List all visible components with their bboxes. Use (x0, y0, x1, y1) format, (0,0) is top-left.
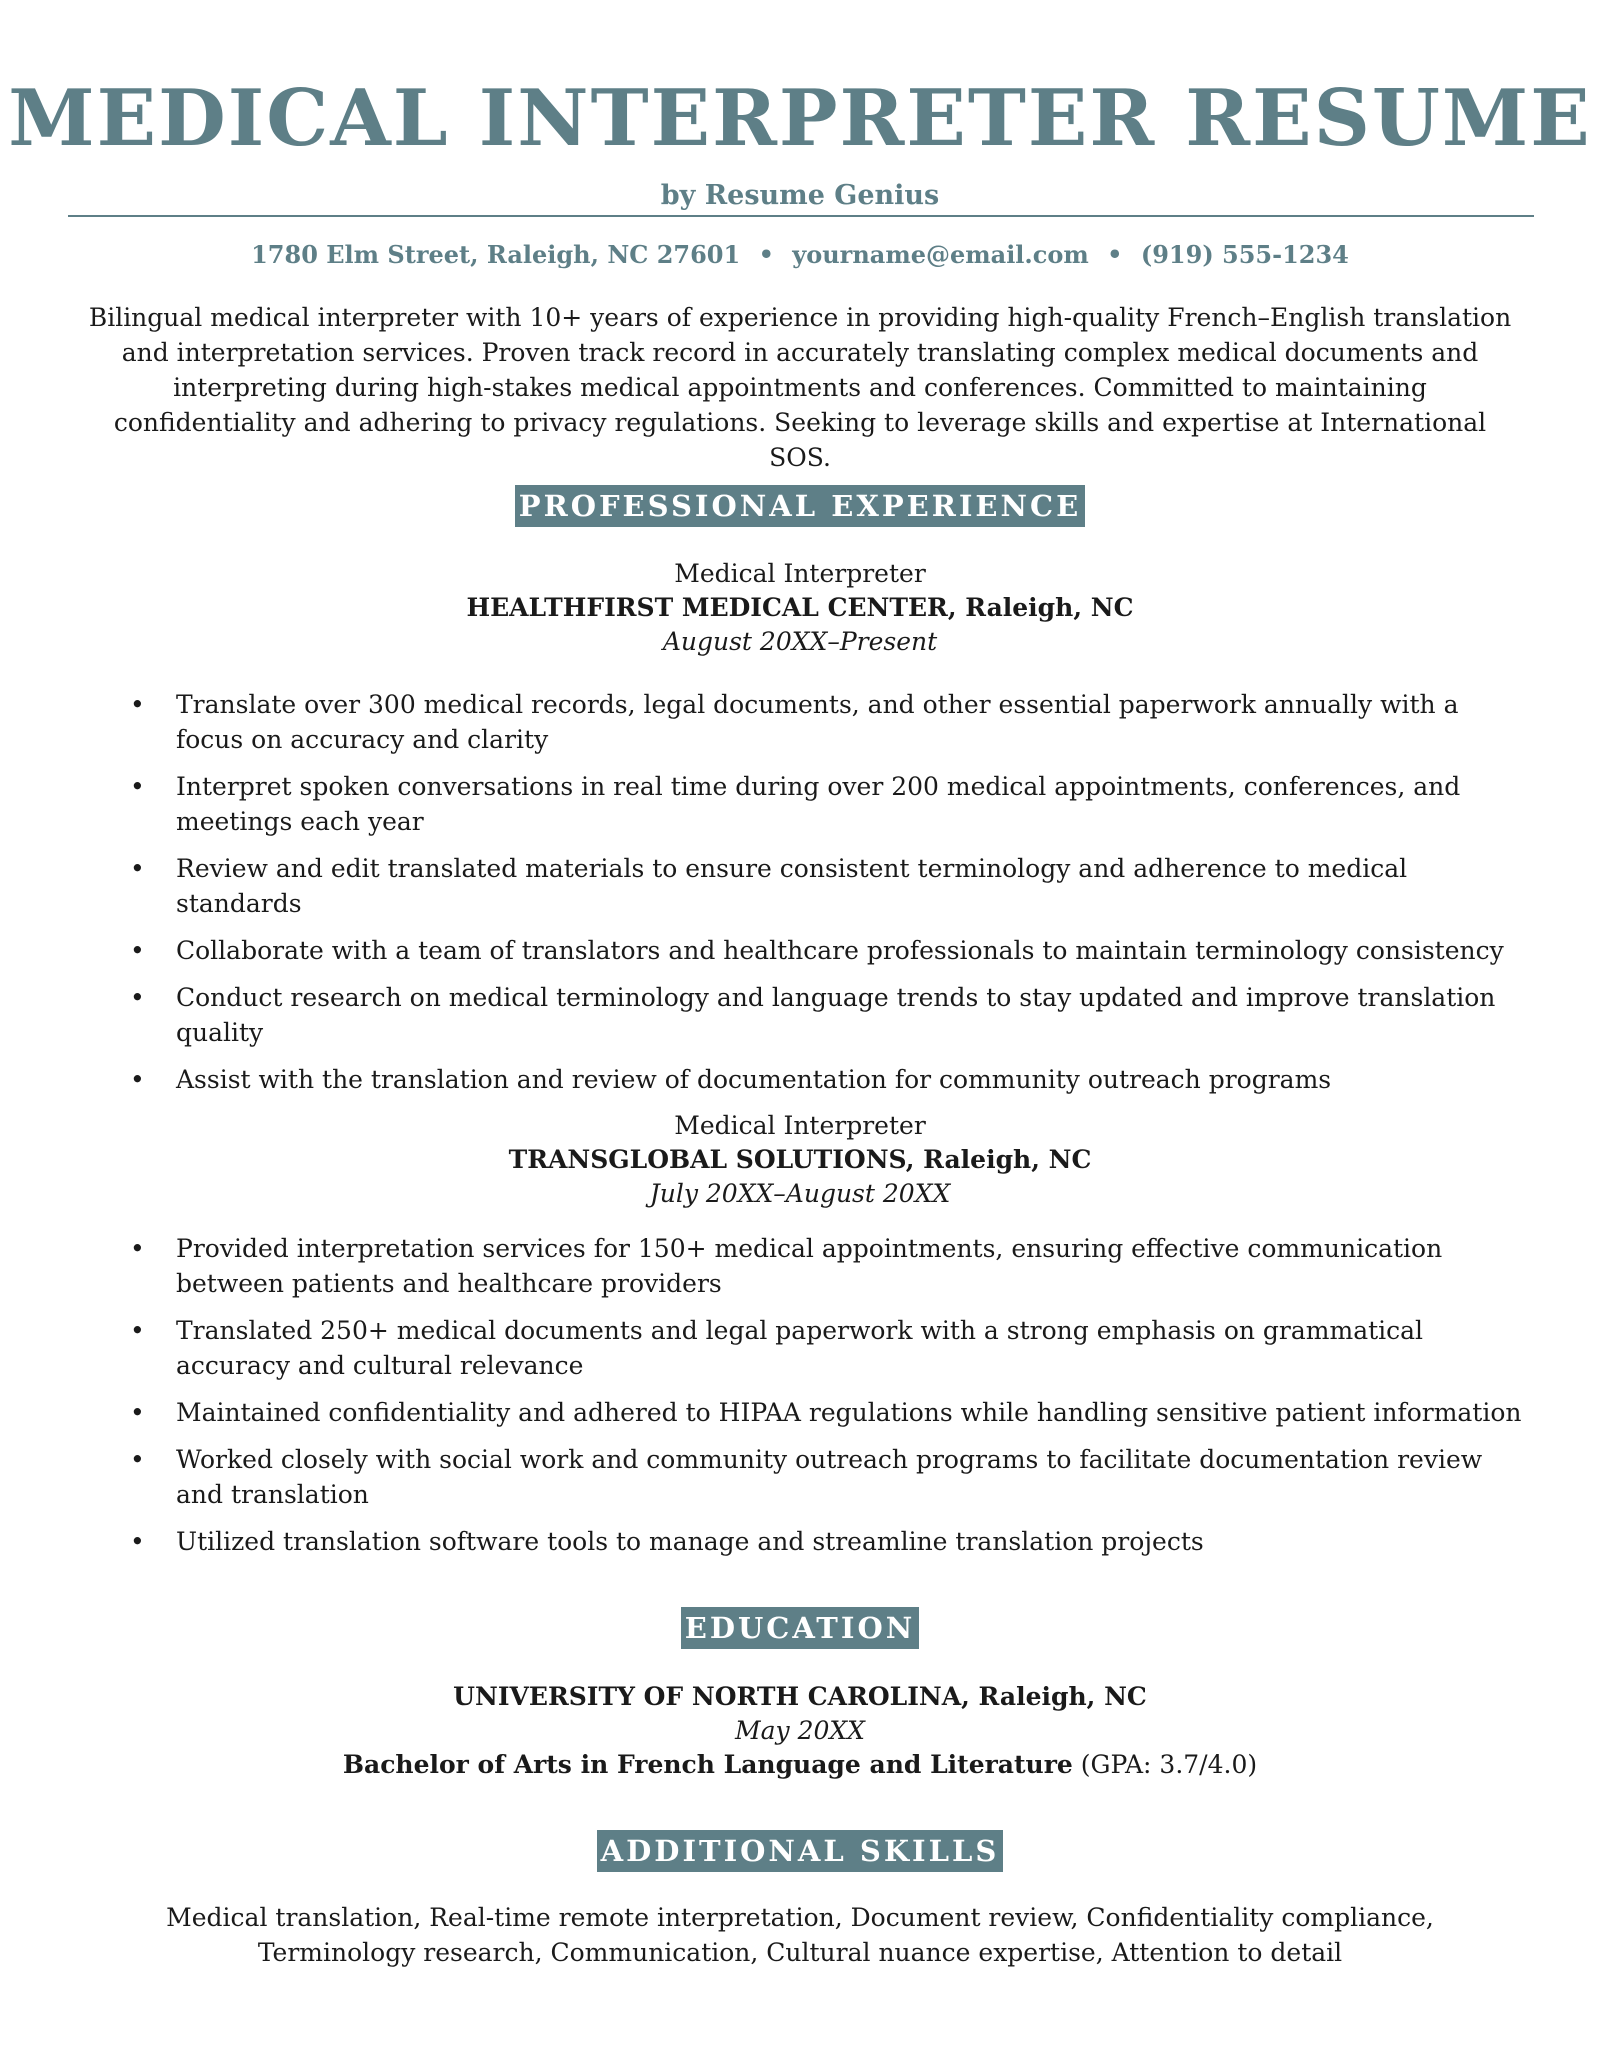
bullet-icon: • (130, 1445, 145, 1474)
section-heading-skills (0, 1830, 1600, 1872)
bullet-item (130, 933, 1530, 968)
contact-phone: (919) 555-1234 (1140, 240, 1349, 269)
bullet-text: Maintained confidentiality and adhered to HIPAA regulations while handling sensitive patient information (176, 1398, 1522, 1427)
bullet-text: Utilized translation software tools to manage and streamline translation projects (176, 1527, 1204, 1556)
education-degree: Bachelor of Arts in French Language and Literature (342, 1750, 1073, 1779)
bullet-text: Conduct research on medical terminology and language trends to stay updated and improve translation quality (176, 983, 1496, 1047)
bullet-item (130, 851, 1530, 921)
section-heading-education (0, 1607, 1600, 1649)
skills-line: Terminology research, Communication, Cultural nuance expertise, Attention to detail (257, 1938, 1343, 1967)
section-heading-label: PROFESSIONAL EXPERIENCE (515, 485, 1085, 527)
section-heading-label: ADDITIONAL SKILLS (597, 1830, 1004, 1872)
summary-paragraph: Bilingual medical interpreter with 10+ years of experience in providing high-quality French–English translation and interpretation services. Proven track record in accurately translating complex medical documents and interpreting during high-stakes medical appointments and conferences. Committed to maintaining confidentiality and adhering to privacy regulations. Seeking to leverage skills and expertise at International SOS. (88, 303, 1512, 472)
job-title: Medical Interpreter (674, 559, 926, 588)
contact-separator: • (1107, 240, 1123, 269)
header-divider (68, 215, 1534, 217)
bullet-item (130, 1231, 1530, 1301)
bullet-icon: • (130, 1065, 145, 1094)
bullet-item (130, 1395, 1530, 1430)
bullet-icon: • (130, 854, 145, 883)
job-company: HEALTHFIRST MEDICAL CENTER, Raleigh, NC (466, 593, 1134, 622)
education-degree-line (0, 1748, 1600, 1782)
education-entry (0, 1680, 1600, 1782)
bullet-item (130, 687, 1530, 757)
job-header (0, 557, 1600, 659)
skills-list (100, 1900, 1500, 1970)
education-date: May 20XX (735, 1716, 865, 1745)
job-header (0, 1109, 1600, 1211)
bullet-item (130, 1524, 1530, 1559)
bullet-icon: • (130, 1316, 145, 1345)
contact-line (0, 240, 1600, 269)
bullet-text: Worked closely with social work and community outreach programs to facilitate documentation review and translation (176, 1445, 1483, 1509)
bullet-icon: • (130, 983, 145, 1012)
bullet-item (130, 769, 1530, 839)
bullet-text: Interpret spoken conversations in real time during over 200 medical appointments, conferences, and meetings each year (176, 772, 1461, 836)
bullet-text: Provided interpretation services for 150+ medical appointments, ensuring effective communication between patients and healthcare providers (176, 1234, 1443, 1298)
byline: by Resume Genius (660, 180, 940, 211)
section-heading-label: EDUCATION (681, 1607, 919, 1649)
bullet-item (130, 1062, 1530, 1097)
bullet-icon: • (130, 1398, 145, 1427)
contact-address: 1780 Elm Street, Raleigh, NC 27601 (251, 240, 741, 269)
bullet-icon: • (130, 772, 145, 801)
job-company: TRANSGLOBAL SOLUTIONS, Raleigh, NC (508, 1145, 1092, 1174)
job-dates: July 20XX–August 20XX (649, 1179, 951, 1208)
contact-separator: • (758, 240, 774, 269)
bullet-text: Review and edit translated materials to ensure consistent terminology and adherence to medical standards (176, 854, 1408, 918)
bullet-item (130, 1313, 1530, 1383)
job-bullet-list (130, 1231, 1530, 1571)
education-gpa: (GPA: 3.7/4.0) (1080, 1750, 1258, 1779)
bullet-text: Assist with the translation and review of documentation for community outreach programs (176, 1065, 1332, 1094)
bullet-icon: • (130, 690, 145, 719)
bullet-icon: • (130, 1527, 145, 1556)
bullet-icon: • (130, 1234, 145, 1263)
job-bullet-list (130, 687, 1530, 1109)
section-heading-experience (0, 485, 1600, 527)
bullet-item (130, 1442, 1530, 1512)
job-title: Medical Interpreter (674, 1111, 926, 1140)
contact-email: yourname@email.com (792, 240, 1089, 269)
bullet-text: Translated 250+ medical documents and legal paperwork with a strong emphasis on grammatical accuracy and cultural relevance (176, 1316, 1424, 1380)
bullet-icon: • (130, 936, 145, 965)
education-school: UNIVERSITY OF NORTH CAROLINA, Raleigh, NC (453, 1682, 1147, 1711)
job-dates: August 20XX–Present (662, 627, 938, 656)
skills-line: Medical translation, Real-time remote interpretation, Document review, Confidentiality compliance, (166, 1903, 1434, 1932)
resume-title: MEDICAL INTERPRETER RESUME (8, 73, 1592, 164)
bullet-text: Collaborate with a team of translators and healthcare professionals to maintain terminology consistency (176, 936, 1504, 965)
bullet-item (130, 980, 1530, 1050)
bullet-text: Translate over 300 medical records, legal documents, and other essential paperwork annually with a focus on accuracy and clarity (176, 690, 1459, 754)
